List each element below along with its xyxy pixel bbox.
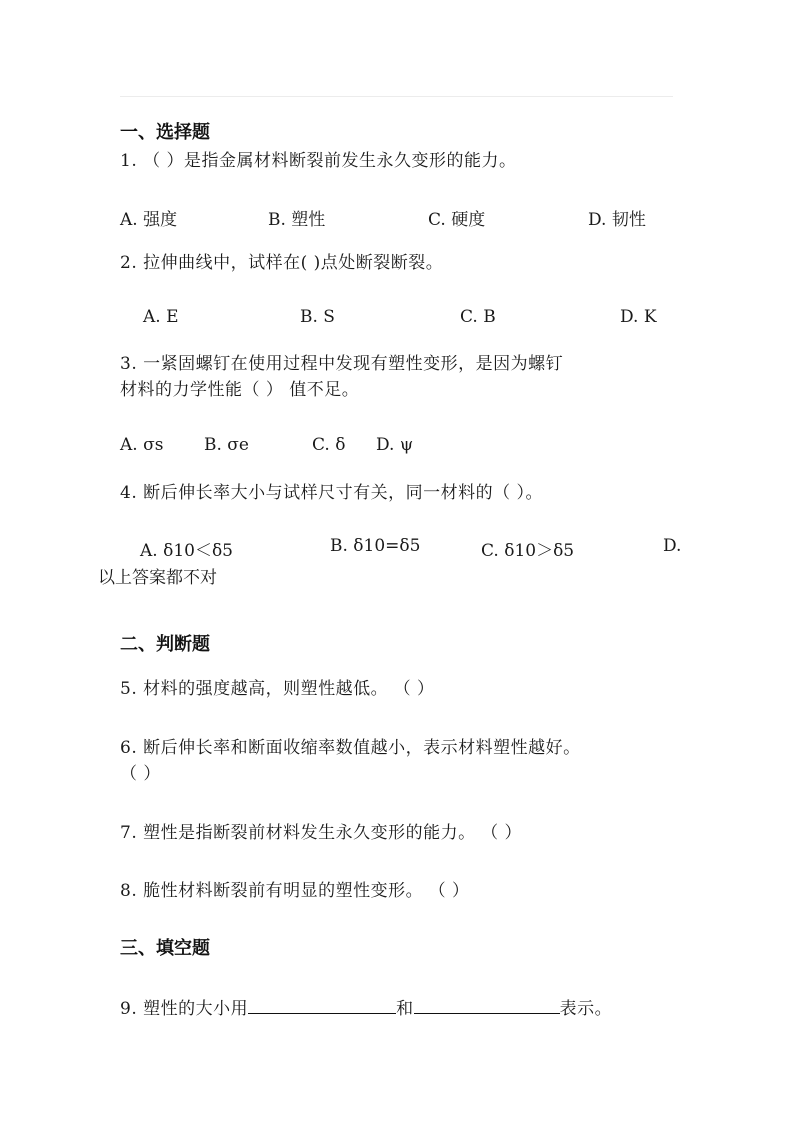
section-title-true-false: 二、判断题 (120, 634, 210, 655)
question-4-option-d-text: 以上答案都不对 (98, 568, 217, 588)
section-title-fill-in: 三、填空题 (120, 938, 210, 959)
question-9 (120, 994, 612, 1019)
question-2-option-a: A. E (143, 307, 179, 327)
question-7-text: 7. 塑性是指断裂前材料发生永久变形的能力。 (120, 823, 476, 843)
question-3-text-line2: 材料的力学性能（ ） 值不足。 (120, 380, 360, 400)
question-3-option-d: D. ψ (376, 435, 414, 455)
question-1-option-b: B. 塑性 (268, 210, 326, 230)
question-6-answer-bracket: （ ） (120, 764, 161, 784)
question-1-option-c: C. 硬度 (428, 210, 486, 230)
question-2-text: 2. 拉伸曲线中，试样在( )点处断裂断裂。 (120, 253, 444, 273)
question-8 (120, 876, 470, 901)
question-4-option-b: B. δ10=δ5 (330, 536, 421, 556)
question-4-option-a: A. δ10＜δ5 (140, 541, 234, 561)
question-3-option-a: A. σs (120, 435, 164, 455)
question-7-answer-bracket: （ ） (489, 823, 523, 843)
question-2-option-b: B. S (300, 307, 335, 327)
question-7 (120, 818, 522, 843)
question-8-text: 8. 脆性材料断裂前有明显的塑性变形。 (120, 881, 424, 901)
question-9-blank-2[interactable] (414, 995, 560, 1014)
question-1-option-d: D. 韧性 (588, 210, 646, 230)
question-2-option-d: D. K (620, 307, 657, 327)
question-1-option-a: A. 强度 (120, 210, 178, 230)
question-6-text: 6. 断后伸长率和断面收缩率数值越小，表示材料塑性越好。 (120, 738, 581, 758)
section-title-multiple-choice: 一、选择题 (120, 122, 210, 143)
question-3-text-line1: 3. 一紧固螺钉在使用过程中发现有塑性变形，是因为螺钉 (120, 354, 564, 374)
question-2-option-c: C. B (460, 307, 496, 327)
question-9-suffix: 表示。 (559, 999, 613, 1019)
question-8-answer-bracket: （ ） (437, 881, 470, 901)
question-9-prefix: 9. 塑性的大小用 (120, 999, 249, 1019)
question-1-text: 1. （ ）是指金属材料断裂前发生永久变形的能力。 (120, 151, 517, 171)
page-header-rule (120, 96, 673, 97)
question-5-answer-bracket: （ ） (402, 679, 435, 699)
question-9-middle: 和 (396, 999, 414, 1019)
question-4-text: 4. 断后伸长率大小与试样尺寸有关，同一材料的（ ）。 (120, 483, 544, 503)
question-3-option-c: C. δ (312, 435, 346, 455)
question-4-option-d: D. (663, 536, 682, 556)
question-5 (120, 674, 435, 699)
question-4-option-c: C. δ10＞δ5 (481, 541, 575, 561)
question-3-option-b: B. σe (204, 435, 249, 455)
question-5-text: 5. 材料的强度越高，则塑性越低。 (120, 679, 389, 699)
question-9-blank-1[interactable] (248, 995, 396, 1014)
